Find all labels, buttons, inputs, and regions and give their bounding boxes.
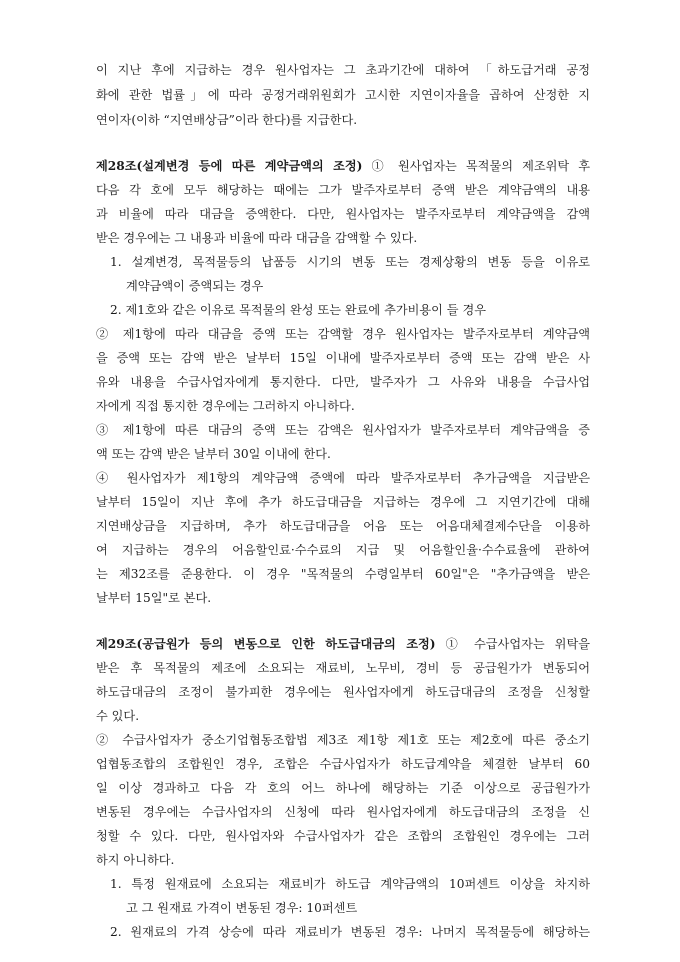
intro-line: 연이자(이하 “지연배상금”이라 한다)를 지급한다.: [96, 113, 358, 127]
article-28-line: 액 또는 감액 받은 날부터 30일 이내에 한다.: [96, 447, 331, 461]
article-28-line: 유와 내용을 수급사업자에게 통지한다. 다만, 발주자가 그 사유와 내용을 수급사업: [96, 375, 590, 389]
article-29-heading: 제29조(공급원가 등의 변동으로 인한 하도급대금의 조정): [96, 637, 436, 651]
article-28-first-line: [96, 158, 590, 174]
article-29-line: 변동된 경우에는 수급사업자의 신청에 따라 원사업자에게 하도급대금의 조정을 신: [96, 805, 590, 819]
article-28-line: 지연배상금을 지급하며, 추가 하도급대금을 어음 또는 어음대체결제수단을 이용하: [96, 519, 590, 533]
article-28-item-2: 2. 제1호와 같은 이유로 목적물의 완성 또는 완료에 추가비용이 들 경우: [110, 303, 486, 317]
article-29-line: 수 있다.: [96, 709, 140, 723]
article-28-line: 는 제32조를 준용한다. 이 경우 "목적물의 수령일부터 60일"은 "추가금액을 받은: [96, 567, 590, 581]
article-28-first-text: ① 원사업자는 목적물의 제조위탁 후: [362, 159, 590, 173]
intro-line: 화에 관한 법률」에 따라 공정거래위원회가 고시한 지연이자율을 곱하여 산정한 지: [96, 88, 590, 102]
article-29-first-text: ① 수급사업자는 위탁을: [435, 637, 590, 651]
article-29-item-2: 2. 원재료의 가격 상승에 따라 재료비가 변동된 경우: 나머지 목적물등에 해당하는: [110, 925, 590, 939]
article-29-line: 받은 후 목적물의 제조에 소요되는 재료비, 노무비, 경비 등 공급원가가 변동되어: [96, 661, 590, 675]
article-28-line: 받은 경우에는 그 내용과 비율에 따라 대금을 감액할 수 있다.: [96, 231, 418, 245]
article-29-line: ② 수급사업자가 중소기업협동조합법 제3조 제1항 제1호 또는 제2호에 따른 중소기: [96, 733, 590, 747]
article-29-item-1: 1. 특정 원재료에 소요되는 재료비가 하도급 계약금액의 10퍼센트 이상을 차지하: [110, 877, 590, 891]
article-28-line: ② 제1항에 따라 대금을 증액 또는 감액할 경우 원사업자는 발주자로부터 계약금액: [96, 327, 590, 341]
article-28-line: ④ 원사업자가 제1항의 계약금액 증액에 따라 발주자로부터 추가금액을 지급받은: [96, 471, 590, 485]
article-29-item-1-cont: 고 그 원재료 가격이 변동된 경우: 10퍼센트: [126, 901, 358, 915]
article-28-line: 자에게 직접 통지한 경우에는 그러하지 아니하다.: [96, 399, 355, 413]
article-28-heading: 제28조(설계변경 등에 따른 계약금액의 조정): [96, 159, 363, 173]
intro-line: 이 지난 후에 지급하는 경우 원사업자는 그 초과기간에 대하여 「하도급거래 공정: [96, 63, 590, 77]
article-28-line: 여 지급하는 경우의 어음할인료·수수료의 지급 및 어음할인율·수수료율에 관하여: [96, 543, 590, 557]
article-28-item-1: 1. 설계변경, 목적물등의 납품등 시기의 변동 또는 경제상황의 변동 등을 이유로: [110, 255, 590, 269]
article-28-line: 을 증액 또는 감액 받은 날부터 15일 이내에 발주자로부터 증액 또는 감액 받은 사: [96, 351, 590, 365]
article-28-line: 날부터 15일이 지난 후에 추가 하도급대금을 지급하는 경우에 그 지연기간에 대해: [96, 495, 590, 509]
article-28-line: ③ 제1항에 따른 대금의 증액 또는 감액은 원사업자가 발주자로부터 계약금액을 증: [96, 423, 590, 437]
article-28-item-1-cont: 계약금액이 증액되는 경우: [126, 279, 264, 293]
article-28-line: 과 비율에 따라 대금을 증액한다. 다만, 원사업자는 발주자로부터 계약금액을 감액: [96, 207, 590, 221]
article-29-line: 업협동조합의 조합원인 경우, 조합은 수급사업자가 하도급계약을 체결한 날부터 60: [96, 757, 590, 771]
article-29-line: 하도급대금의 조정이 불가피한 경우에는 원사업자에게 하도급대금의 조정을 신청할: [96, 685, 590, 699]
article-29-line: 일 이상 경과하고 다음 각 호의 어느 하나에 해당하는 기준 이상으로 공급원가가: [96, 781, 590, 795]
article-28-line: 다음 각 호에 모두 해당하는 때에는 그가 발주자로부터 증액 받은 계약금액의 내용: [96, 183, 590, 197]
article-28-line: 날부터 15일"로 본다.: [96, 591, 212, 605]
article-29-first-line: [96, 636, 590, 652]
article-29-line: 청할 수 있다. 다만, 원사업자와 수급사업자가 같은 조합의 조합원인 경우에는 그러: [96, 829, 590, 843]
article-29-line: 하지 아니하다.: [96, 853, 175, 867]
